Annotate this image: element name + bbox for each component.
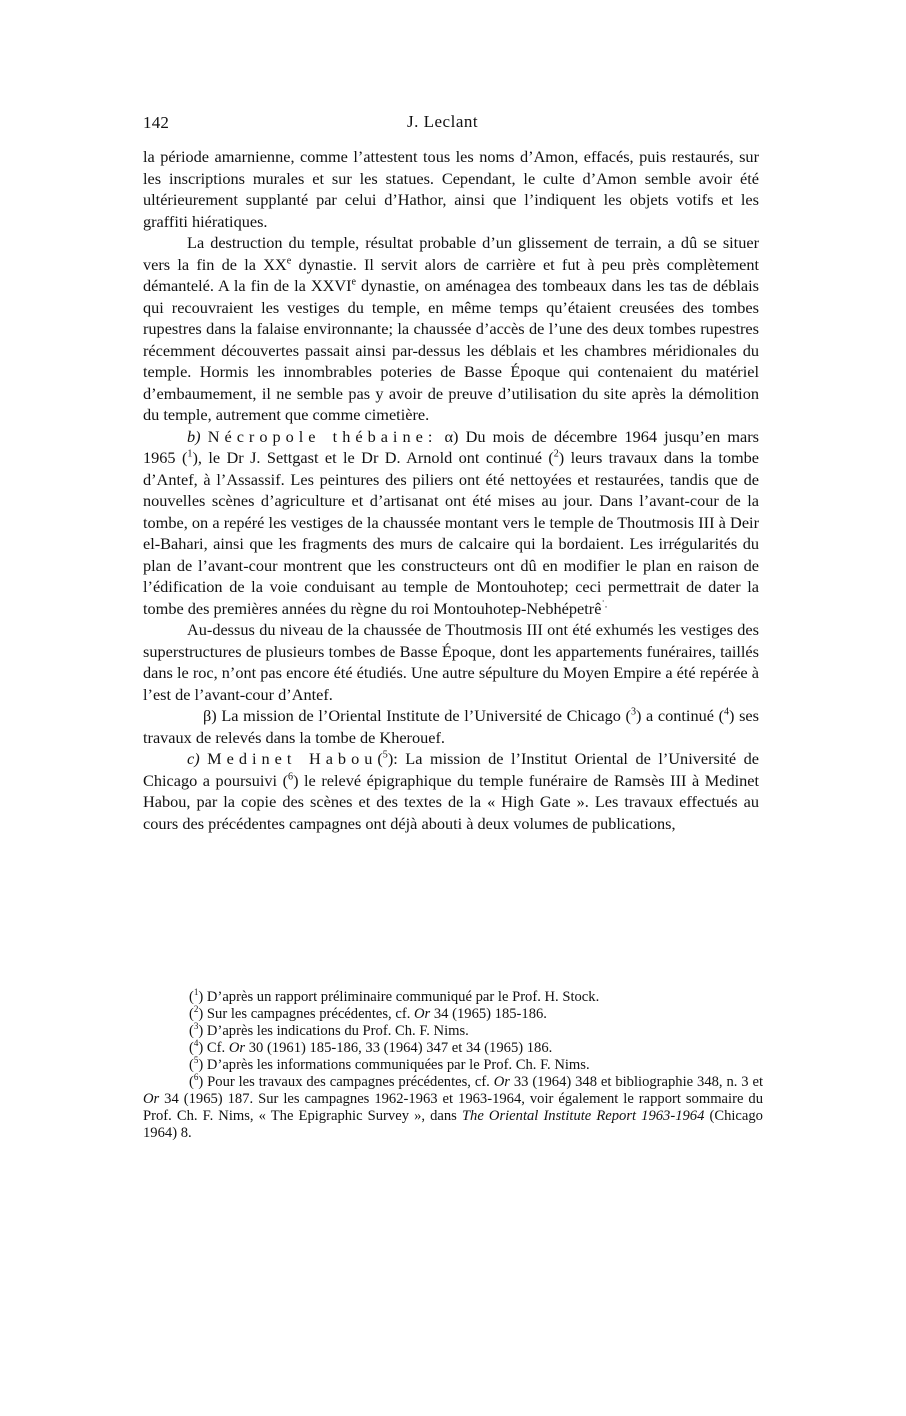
footnote-3: ($^3$) D’après les indications du Prof. Ch. F. Nims. [189, 1021, 469, 1039]
paragraph-5: β) La mission de l’Oriental Institute de l’Université de Chicago ($^3$) a continué ($^4$) ses travaux de relevés dans la tombe de Kherouef. [143, 706, 759, 747]
footnote-ref-6[interactable]: 6 [288, 771, 294, 783]
paragraph-3: b) Nécropole thébaine: α) Du mois de décembre 1964 jusqu’en mars 1965 ($^1$), le Dr J. Settgast et le Dr D. Arnold ont continué ($^2$) leurs travaux dans la tombe d’Antef, à l’Assassif. Les peintures des piliers ont été nettoyées et restaurées, tandis que de nouvelles scènes d’agriculture et d’artisanat ont été mises au jour. Dans l’avant-cour de la tombe, on a repéré les vestiges de la chaussée montant vers le temple de Thoutmosis III à Deir el-Bahari, ainsi que les fragments des murs de calcaire qui la bordaient. Les irrégularités du plan de l’avant-cour montrent que les constructeurs ont dû en modifier le plan en raison de l’édification de la voie conduisant au temple de Montouhotep; ceci permettrait de dater la tombe des premières années du règne du roi Montouhotep-Nebhépetrê$^{ʿ.}$ [143, 426, 760, 618]
superscript: e [286, 255, 292, 267]
footnote-2: ($^2$) Sur les campagnes précédentes, cf. Or 34 (1965) 185-186. [189, 1004, 547, 1022]
footnote-ref-1[interactable]: 1 [187, 448, 193, 460]
paragraph-6: c) Medinet Habou($^5$): La mission de l’Institut Oriental de l’Université de Chicago a poursuivi ($^6$) le relevé épigraphique du temple funéraire de Ramsès III à Medinet Habou, par la copie des scènes et des textes de la « High Gate ». Les travaux effectués au cours des précédentes campagnes ont déjà abouti à deux volumes de publications, [143, 749, 759, 833]
footnote-ref-5[interactable]: 5 [382, 749, 388, 761]
body-text [143, 146, 759, 834]
superscript: e [351, 276, 357, 288]
footnote-4: ($^4$) Cf. Or 30 (1961) 185-186, 33 (1964) 347 et 34 (1965) 186. [189, 1038, 553, 1056]
footnote-5: ($^5$) D’après les informations communiquées par le Prof. Ch. F. Nims. [189, 1055, 590, 1073]
paragraph-1: la période amarnienne, comme l’attestent tous les noms d’Amon, effacés, puis restaurés, sur les inscriptions murales et sur les statues. Cependant, le culte d’Amon semble avoir été ultérieurement supplanté par celui d’Hathor, ainsi que l’indiquent les objets votifs et les graffiti hiératiques. [143, 147, 759, 231]
footnote-ref-4[interactable]: 4 [724, 706, 730, 718]
footnote-6: ($^6$) Pour les travaux des campagnes précédentes, cf. Or 33 (1964) 348 et bibliographie 348, n. 3 et Or 34 (1965) 187. Sur les campagnes 1962-1963 et 1963-1964, voir également le rapport sommaire du Prof. Ch. F. Nims, « The Epigraphic Survey », dans The Oriental Institute Report 1963-1964 (Chicago 1964) 8. [143, 1072, 763, 1141]
running-head: J. Leclant [407, 112, 479, 131]
footnote-ref-2[interactable]: 2 [553, 448, 559, 460]
footnotes [143, 989, 763, 1142]
paragraph-2: La destruction du temple, résultat probable d’un glissement de terrain, a dû se situer vers la fin de la XXe dynastie. Il servit alors de carrière et fut à peu près complètement démantelé. A la fin de la XXVIe dynastie, on aménagea des tombeaux dans les tas de déblais qui recouvraient les vestiges du temple, en même temps qu’étaient creusées des tombes rupestres dans la falaise environnante; la chaussée d’accès de l’une des deux tombes rupestres récemment découvertes passait ainsi par-dessus les déblais et les chambres méridionales du temple. Hormis les innombrables poteries de Basse Époque qui contenaient du matériel d’embaumement, il ne semble pas y avoir de preuve d’utilisation du site après la démolition du temple, autrement que comme cimetière. [143, 233, 760, 424]
publication-title: The Oriental Institute Report 1963-1964 [461, 1108, 705, 1124]
footnote-1: ($^1$) D’après un rapport préliminaire communiqué par le Prof. H. Stock. [189, 987, 600, 1005]
section-heading-medinet-habou: Medinet Habou [207, 749, 378, 768]
footnote-ref-3[interactable]: 3 [630, 706, 636, 718]
paragraph-4: Au-dessus du niveau de la chaussée de Thoutmosis III ont été exhumés les vestiges des superstructures de plusieurs tombes de Basse Époque, dont les appartements funéraires, taillés dans le roc, n’ont pas encore été étudiés. Une autre sépulture du Moyen Empire a été repérée à l’est de l’avant-cour d’Antef. [143, 620, 759, 704]
section-heading-necropole: Nécropole thébaine: [207, 426, 438, 446]
page-number: 142 [143, 113, 170, 132]
